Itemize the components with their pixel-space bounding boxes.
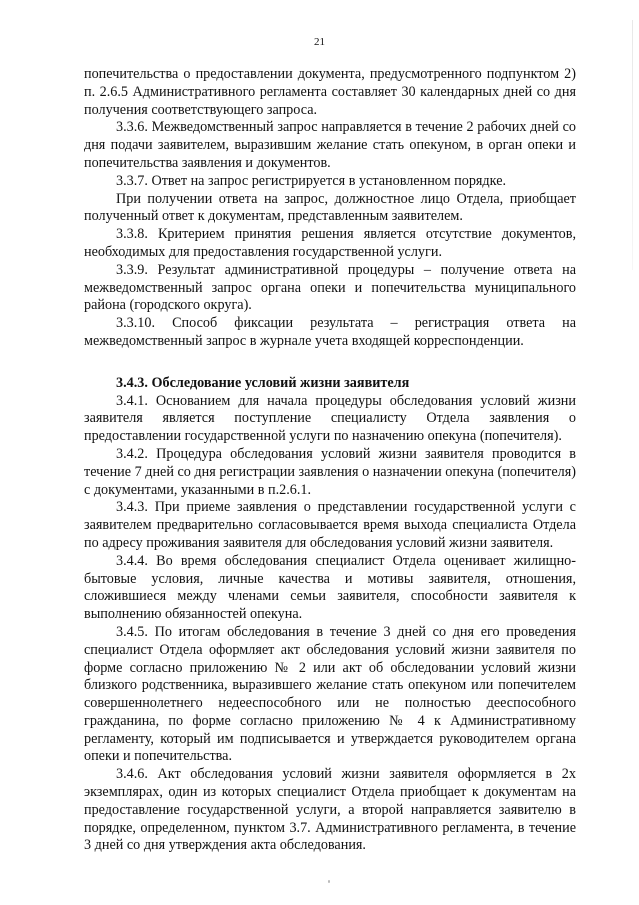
paragraph-3-4-2: 3.4.2. Процедура обследования условий жизни заявителя проводится в течение 7 дней со дня регистрации заявления о назначении опекуна (попечителя) с документами, указанными в п.2.6.1. (84, 445, 576, 498)
paragraph-3-4-6: 3.4.6. Акт обследования условий жизни заявителя оформляется в 2х экземплярах, один из которых специалист Отдела приобщает к документам на предоставление государственной услуги, а второй направляется заявителю в порядке, определенном, пунктом 3.7. Административного регламента, в течение 3 дней со дня утверждения акта обследования. (84, 766, 576, 854)
section-heading: 3.4.3. Обследование условий жизни заявителя (116, 374, 410, 391)
paragraph-3-3-10: 3.3.10. Способ фиксации результата – регистрация ответа на межведомственный запрос в журнале учета входящей корреспонденции. (84, 315, 576, 349)
paragraph-3-4-5: 3.4.5. По итогам обследования в течение 3 дней со дня его проведения специалист Отдела оформляет акт обследования условий жизни заявителя по форме согласно приложению № 2 или акт об обследовании условий жизни близкого родственника, выразившего желание стать опекуном или попечителем совершеннолетнего недееспособного или не полностью дееспособного гражданина, по форме согласно приложению № 4 к Административному регламенту, который им подписывается и утверждается руководителем органа опеки и попечительства. (84, 623, 576, 765)
paragraph-3-4-3: 3.4.3. При приеме заявления о представлении государственной услуги с заявителем предварительно согласовывается время выхода специалиста Отдела по адресу проживания заявителя для обследования условий жизни заявителя. (84, 499, 576, 551)
paragraph-response-receipt: При получении ответа на запрос, должностное лицо Отдела, приобщает полученный ответ к документам, представленным заявителем. (84, 190, 576, 225)
paragraph-3-3-7: 3.3.7. Ответ на запрос регистрируется в установленном порядке. (116, 172, 507, 189)
paragraph-continuation: попечительства о предоставлении документа, предусмотренного подпунктом 2) п. 2.6.5 Административного регламента составляет 30 календарных дней со дня получения соответствующего запроса. (84, 66, 576, 118)
paragraph-3-3-9: 3.3.9. Результат административной процедуры – получение ответа на межведомственный запрос органа опеки и попечительства муниципального района (городского округа). (84, 261, 576, 314)
paragraph-3-4-1: 3.4.1. Основанием для начала процедуры обследования условий жизни заявителя является поступление специалисту Отдела заявления о предоставлении государственной услуги по назначению опекуна (попечителя). (84, 392, 576, 445)
scan-edge-mark (632, 20, 633, 270)
paragraph-3-3-8: 3.3.8. Критерием принятия решения является отсутствие документов, необходимых для предоставления государственной услуги. (84, 226, 576, 260)
document-body (84, 66, 576, 855)
paragraph-3-4-4: 3.4.4. Во время обследования специалист Отдела оценивает жилищно-бытовые условия, личные качества и мотивы заявителя, отношения, сложившиеся между членами семьи заявителя, способности заявителя к выполнению обязанностей опекуна. (84, 552, 576, 623)
page-number: 21 (314, 36, 325, 48)
scan-speck (328, 880, 330, 883)
paragraph-3-3-6: 3.3.6. Межведомственный запрос направляется в течение 2 рабочих дней со дня подачи заявителем, выразившим желание стать опекуном, в орган опеки и попечительства заявления и документов. (84, 119, 576, 171)
